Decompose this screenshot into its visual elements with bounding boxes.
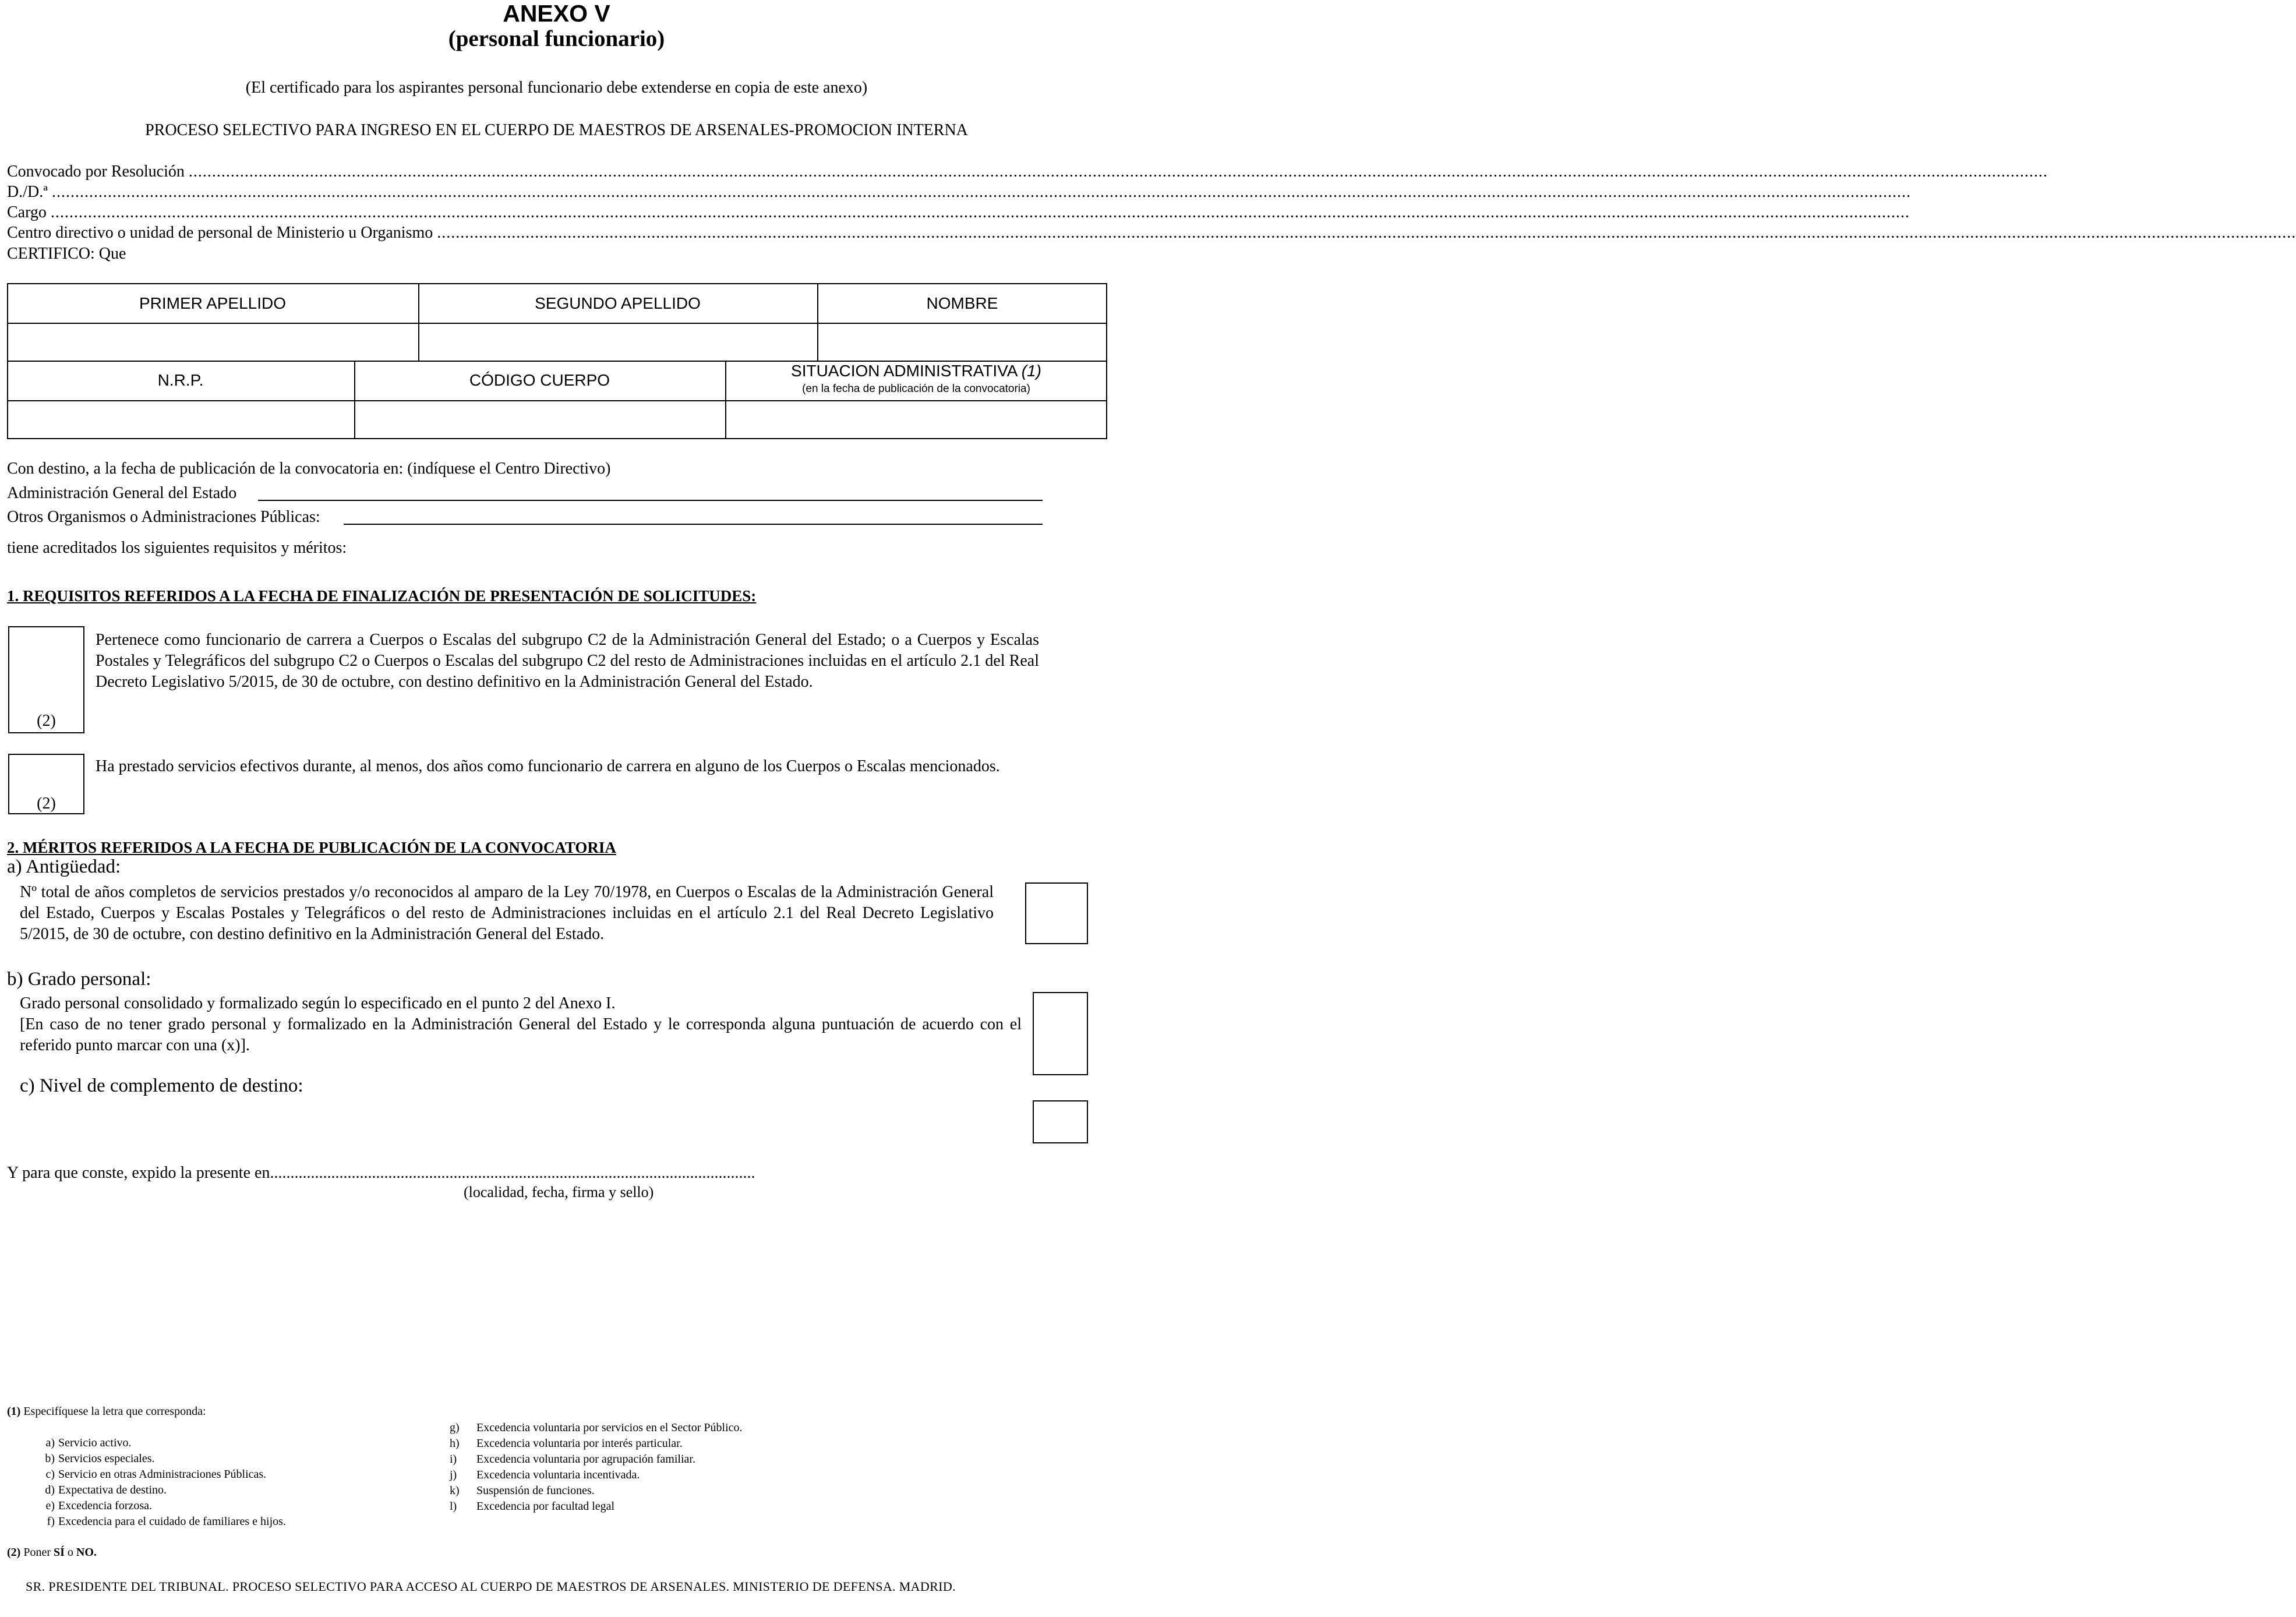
primer-apellido-input[interactable] [9, 325, 416, 360]
dd-dots: ............................................................................................................................................................................................................................................................................................................................................................................................................... [51, 183, 1911, 201]
section1-heading: 1. REQUISITOS REFERIDOS A LA FECHA DE FINALIZACIÓN DE PRESENTACIÓN DE SOLICITUDES: [7, 587, 757, 605]
cargo-label: Cargo [7, 203, 47, 221]
codigo-cuerpo-header: CÓDIGO CUERPO [469, 371, 610, 389]
footnote-item: e) Excedencia forzosa. [45, 1499, 153, 1512]
footnote-2-no: NO. [76, 1546, 97, 1559]
grado-text-2: [En caso de no tener grado personal y formalizado en la Administración General del Estado y le corresponda alguna puntuación de acuerdo con el referido punto marcar con una (x)]. [20, 1015, 1022, 1054]
convocado-dots: ............................................................................................................................................................................................................................................................................................................................................................................................................... [188, 163, 2048, 181]
nrp-header: N.R.P. [157, 371, 204, 389]
footnote-2-pre: Poner [23, 1546, 51, 1559]
centro-label: Centro directivo o unidad de personal de Ministerio u Organismo [7, 224, 433, 242]
codigo-cuerpo-input[interactable] [356, 403, 723, 437]
segundo-apellido-header: SEGUNDO APELLIDO [535, 294, 701, 312]
footnote-1-text: Especifíquese la letra que corresponda: [23, 1405, 206, 1418]
acreditados-label: tiene acreditados los siguientes requisitos y méritos: [7, 539, 347, 557]
situacion-header [725, 362, 1107, 380]
antiguedad-text: Nº total de años completos de servicios prestados y/o reconocidos al amparo de la Ley 70/1978, en Cuerpos o Escalas de la Administración General del Estado, Cuerpos y Escalas Postales y Telegráficos o del resto de Administraciones incluidas en el artículo 2.1 del Real Decreto Legislativo 5/2015, de 30 de octubre, con destino definitivo en la Administración General del Estado. [20, 883, 994, 943]
footnote-item: j) Excedencia voluntaria incentivada. [450, 1468, 640, 1481]
dd-label: D./D.ª [7, 183, 48, 201]
names-table-divider [7, 323, 1107, 324]
footnote-2-si: SÍ [54, 1546, 65, 1559]
req1-box-ref: (2) [37, 712, 56, 730]
situacion-subheader: (en la fecha de publicación de la convocatoria) [802, 383, 1030, 395]
antiguedad-title: a) Antigüedad: [7, 856, 121, 877]
process-title: PROCESO SELECTIVO PARA INGRESO EN EL CUERPO DE MAESTROS DE ARSENALES-PROMOCION INTERNA [145, 121, 968, 139]
footnote-item: c) Servicio en otras Administraciones Públicas. [45, 1468, 267, 1481]
footnote-item: k) Suspensión de funciones. [450, 1484, 595, 1497]
footnote-2-mid: o [67, 1546, 73, 1559]
nivel-title: c) Nivel de complemento de destino: [20, 1075, 303, 1096]
cargo-dots: ............................................................................................................................................................................................................................................................................................................................................................................................................... [50, 203, 1910, 221]
section2-heading: 2. MÉRITOS REFERIDOS A LA FECHA DE PUBLICACIÓN DE LA CONVOCATORIA [7, 839, 616, 856]
nombre-header: NOMBRE [926, 294, 998, 312]
footnote-item: d) Expectativa de destino. [45, 1484, 167, 1496]
footnote-item: l) Excedencia por facultad legal [450, 1500, 615, 1513]
centro-field[interactable] [7, 223, 2296, 243]
closing-dots: ....................................................................................................................... [270, 1164, 755, 1182]
closing-sub: (localidad, fecha, firma y sello) [464, 1184, 654, 1201]
req1-text: Pertenece como funcionario de carrera a Cuerpos o Escalas del subgrupo C2 de la Administración General del Estado; o a Cuerpos y Escalas Postales y Telegráficos del subgrupo C2 o Cuerpos o Escalas del subgrupo C2 del resto de Administraciones incluidas en el artículo 2.1 del Real Decreto Legislativo 5/2015, de 30 de octubre, con destino definitivo en la Administración General del Estado. [96, 631, 1039, 691]
footnote-1-list-right [450, 1420, 743, 1514]
certifico-label: CERTIFICO: Que [7, 245, 126, 263]
primer-apellido-header: PRIMER APELLIDO [139, 294, 287, 312]
req2-text: Ha prestado servicios efectivos durante, al menos, dos años como funcionario de carrera en alguno de los Cuerpos o Escalas mencionados. [96, 757, 1000, 775]
situacion-label: SITUACION ADMINISTRATIVA [791, 362, 1017, 380]
footnote-1-list-left [38, 1435, 286, 1530]
footnote-item: h) Excedencia voluntaria por interés particular. [450, 1437, 683, 1450]
age-input-line[interactable] [258, 500, 1043, 501]
footnote-item: f) Excedencia para el cuidado de familiares e hijos. [47, 1515, 286, 1528]
otros-label: Otros Organismos o Administraciones Públicas: [7, 508, 320, 526]
grado-title: b) Grado personal: [7, 969, 151, 990]
admin-table-divider [7, 400, 1107, 401]
footnote-item: i) Excedencia voluntaria por agrupación familiar. [450, 1453, 695, 1466]
page-subtitle: (personal funcionario) [448, 26, 665, 51]
footnote-item: a) Servicio activo. [45, 1436, 132, 1449]
nombre-input[interactable] [820, 325, 1105, 360]
convocado-label: Convocado por Resolución [7, 163, 185, 181]
situacion-input[interactable] [727, 403, 1105, 437]
dd-field[interactable] [7, 182, 1911, 203]
antiguedad-box[interactable] [1025, 882, 1088, 944]
footnote-item: g) Excedencia voluntaria por servicios en el Sector Público. [450, 1421, 743, 1434]
footnote-item: b) Servicios especiales. [45, 1452, 155, 1465]
nivel-box[interactable] [1033, 1100, 1088, 1143]
certificate-note: (El certificado para los aspirantes personal funcionario debe extenderse en copia de este anexo) [245, 79, 868, 97]
footnote-2-num: (2) [7, 1546, 21, 1559]
page-footer: SR. PRESIDENTE DEL TRIBUNAL. PROCESO SELECTIVO PARA ACCESO AL CUERPO DE MAESTROS DE ARSENALES. MINISTERIO DE DEFENSA. MADRID. [26, 1579, 956, 1594]
footnote-1 [7, 1404, 206, 1420]
closing-text: Y para que conste, expido la presente en [7, 1164, 270, 1182]
footnote-1-num: (1) [7, 1405, 21, 1418]
grado-box[interactable] [1033, 992, 1088, 1075]
destino-intro: Con destino, a la fecha de publicación de la convocatoria en: (indíquese el Centro Directivo) [7, 460, 611, 478]
footnote-2 [7, 1545, 97, 1560]
nrp-input[interactable] [9, 403, 352, 437]
otros-input-line[interactable] [344, 524, 1043, 525]
centro-dots: ............................................................................................................................................................................................................................................................................................................................................................................................................... [437, 224, 2296, 242]
page-title: ANEXO V [503, 0, 610, 27]
convocado-field[interactable] [7, 161, 2048, 182]
cargo-field[interactable] [7, 202, 1910, 223]
closing-line[interactable] [7, 1163, 755, 1184]
grado-text-1: Grado personal consolidado y formalizado según lo especificado en el punto 2 del Anexo I. [20, 994, 616, 1012]
req2-box-ref: (2) [37, 795, 56, 813]
age-label: Administración General del Estado [7, 484, 237, 502]
situacion-ref: (1) [1021, 362, 1041, 380]
segundo-apellido-input[interactable] [421, 325, 815, 360]
